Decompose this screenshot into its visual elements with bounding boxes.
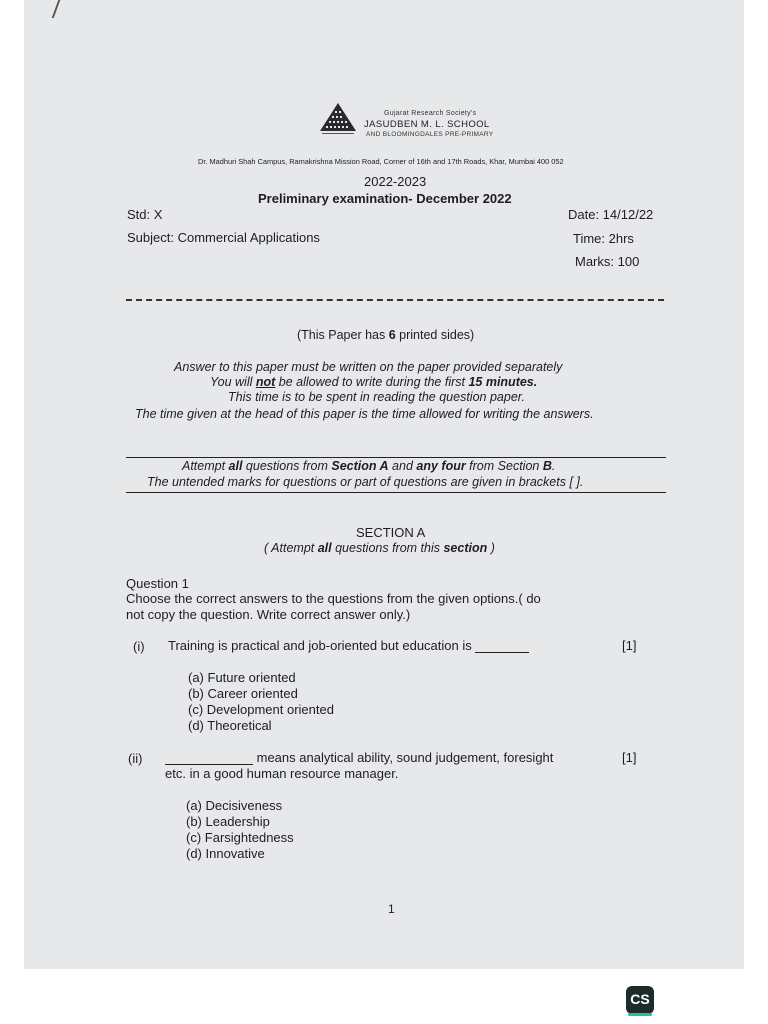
option: (b) Leadership: [186, 814, 270, 829]
rule-top: [126, 457, 666, 458]
item-marks: [1]: [622, 638, 637, 653]
item-question-line-2: etc. in a good human resource manager.: [165, 766, 399, 781]
school-logo-icon: [320, 103, 356, 135]
exam-time: Time: 2hrs: [573, 231, 634, 246]
item-question: Training is practical and job-oriented but education is: [168, 638, 529, 653]
school-name: JASUDBEN M. L. SCHOOL: [364, 119, 490, 130]
section-a-subtitle: ( Attempt all questions from this section ): [264, 541, 495, 555]
printed-sides-note: (This Paper has 6 printed sides): [297, 328, 475, 342]
standard: Std: X: [127, 207, 163, 222]
school-address: Dr. Madhuri Shah Campus, Ramakrishna Mission Road, Corner of 16th and 17th Roads, Khar, Mumbai 400 052: [198, 157, 564, 166]
item-number: (ii): [128, 751, 143, 766]
option: (c) Development oriented: [188, 702, 334, 717]
attempt-instruction: Attempt all questions from Section A and any four from Section B.: [182, 459, 556, 473]
item-marks: [1]: [622, 750, 637, 765]
marks-instruction: The untended marks for questions or part of questions are given in brackets [ ].: [147, 475, 584, 489]
exam-date: Date: 14/12/22: [568, 207, 654, 222]
option: (c) Farsightedness: [186, 830, 294, 845]
option: (d) Innovative: [186, 846, 265, 861]
instruction-line-4: The time given at the head of this paper is the time allowed for writing the answers.: [135, 407, 594, 421]
item-number: (i): [133, 639, 145, 654]
rule-bottom: [126, 492, 666, 493]
item-question-line-1: means analytical ability, sound judgement, foresight: [165, 750, 553, 765]
total-marks: Marks: 100: [575, 254, 640, 269]
page-number: 1: [388, 902, 395, 916]
question-1-label: Question 1: [126, 576, 189, 591]
option: (a) Decisiveness: [186, 798, 283, 813]
instruction-line-1: Answer to this paper must be written on the paper provided separately: [174, 360, 563, 374]
option: (d) Theoretical: [188, 718, 272, 733]
option: (a) Future oriented: [188, 670, 296, 685]
preprimary-name: AND BLOOMINGDALES PRE-PRIMARY: [366, 131, 494, 138]
exam-title: Preliminary examination- December 2022: [258, 191, 512, 206]
subject: Subject: Commercial Applications: [127, 230, 320, 245]
option: (b) Career oriented: [188, 686, 298, 701]
society-name: Gujarat Research Society's: [384, 110, 477, 117]
question-1-instruction-line-2: not copy the question. Write correct answer only.): [126, 607, 411, 622]
academic-year: 2022-2023: [364, 174, 427, 189]
instruction-line-3: This time is to be spent in reading the question paper.: [228, 390, 525, 404]
dashed-divider: [126, 299, 664, 301]
instruction-line-2: You will not be allowed to write during the first 15 minutes.: [210, 375, 538, 389]
question-1-instruction-line-1: Choose the correct answers to the questions from the given options.( do: [126, 591, 541, 606]
camscanner-badge-icon[interactable]: CS: [626, 986, 654, 1014]
section-a-title: SECTION A: [356, 525, 426, 540]
